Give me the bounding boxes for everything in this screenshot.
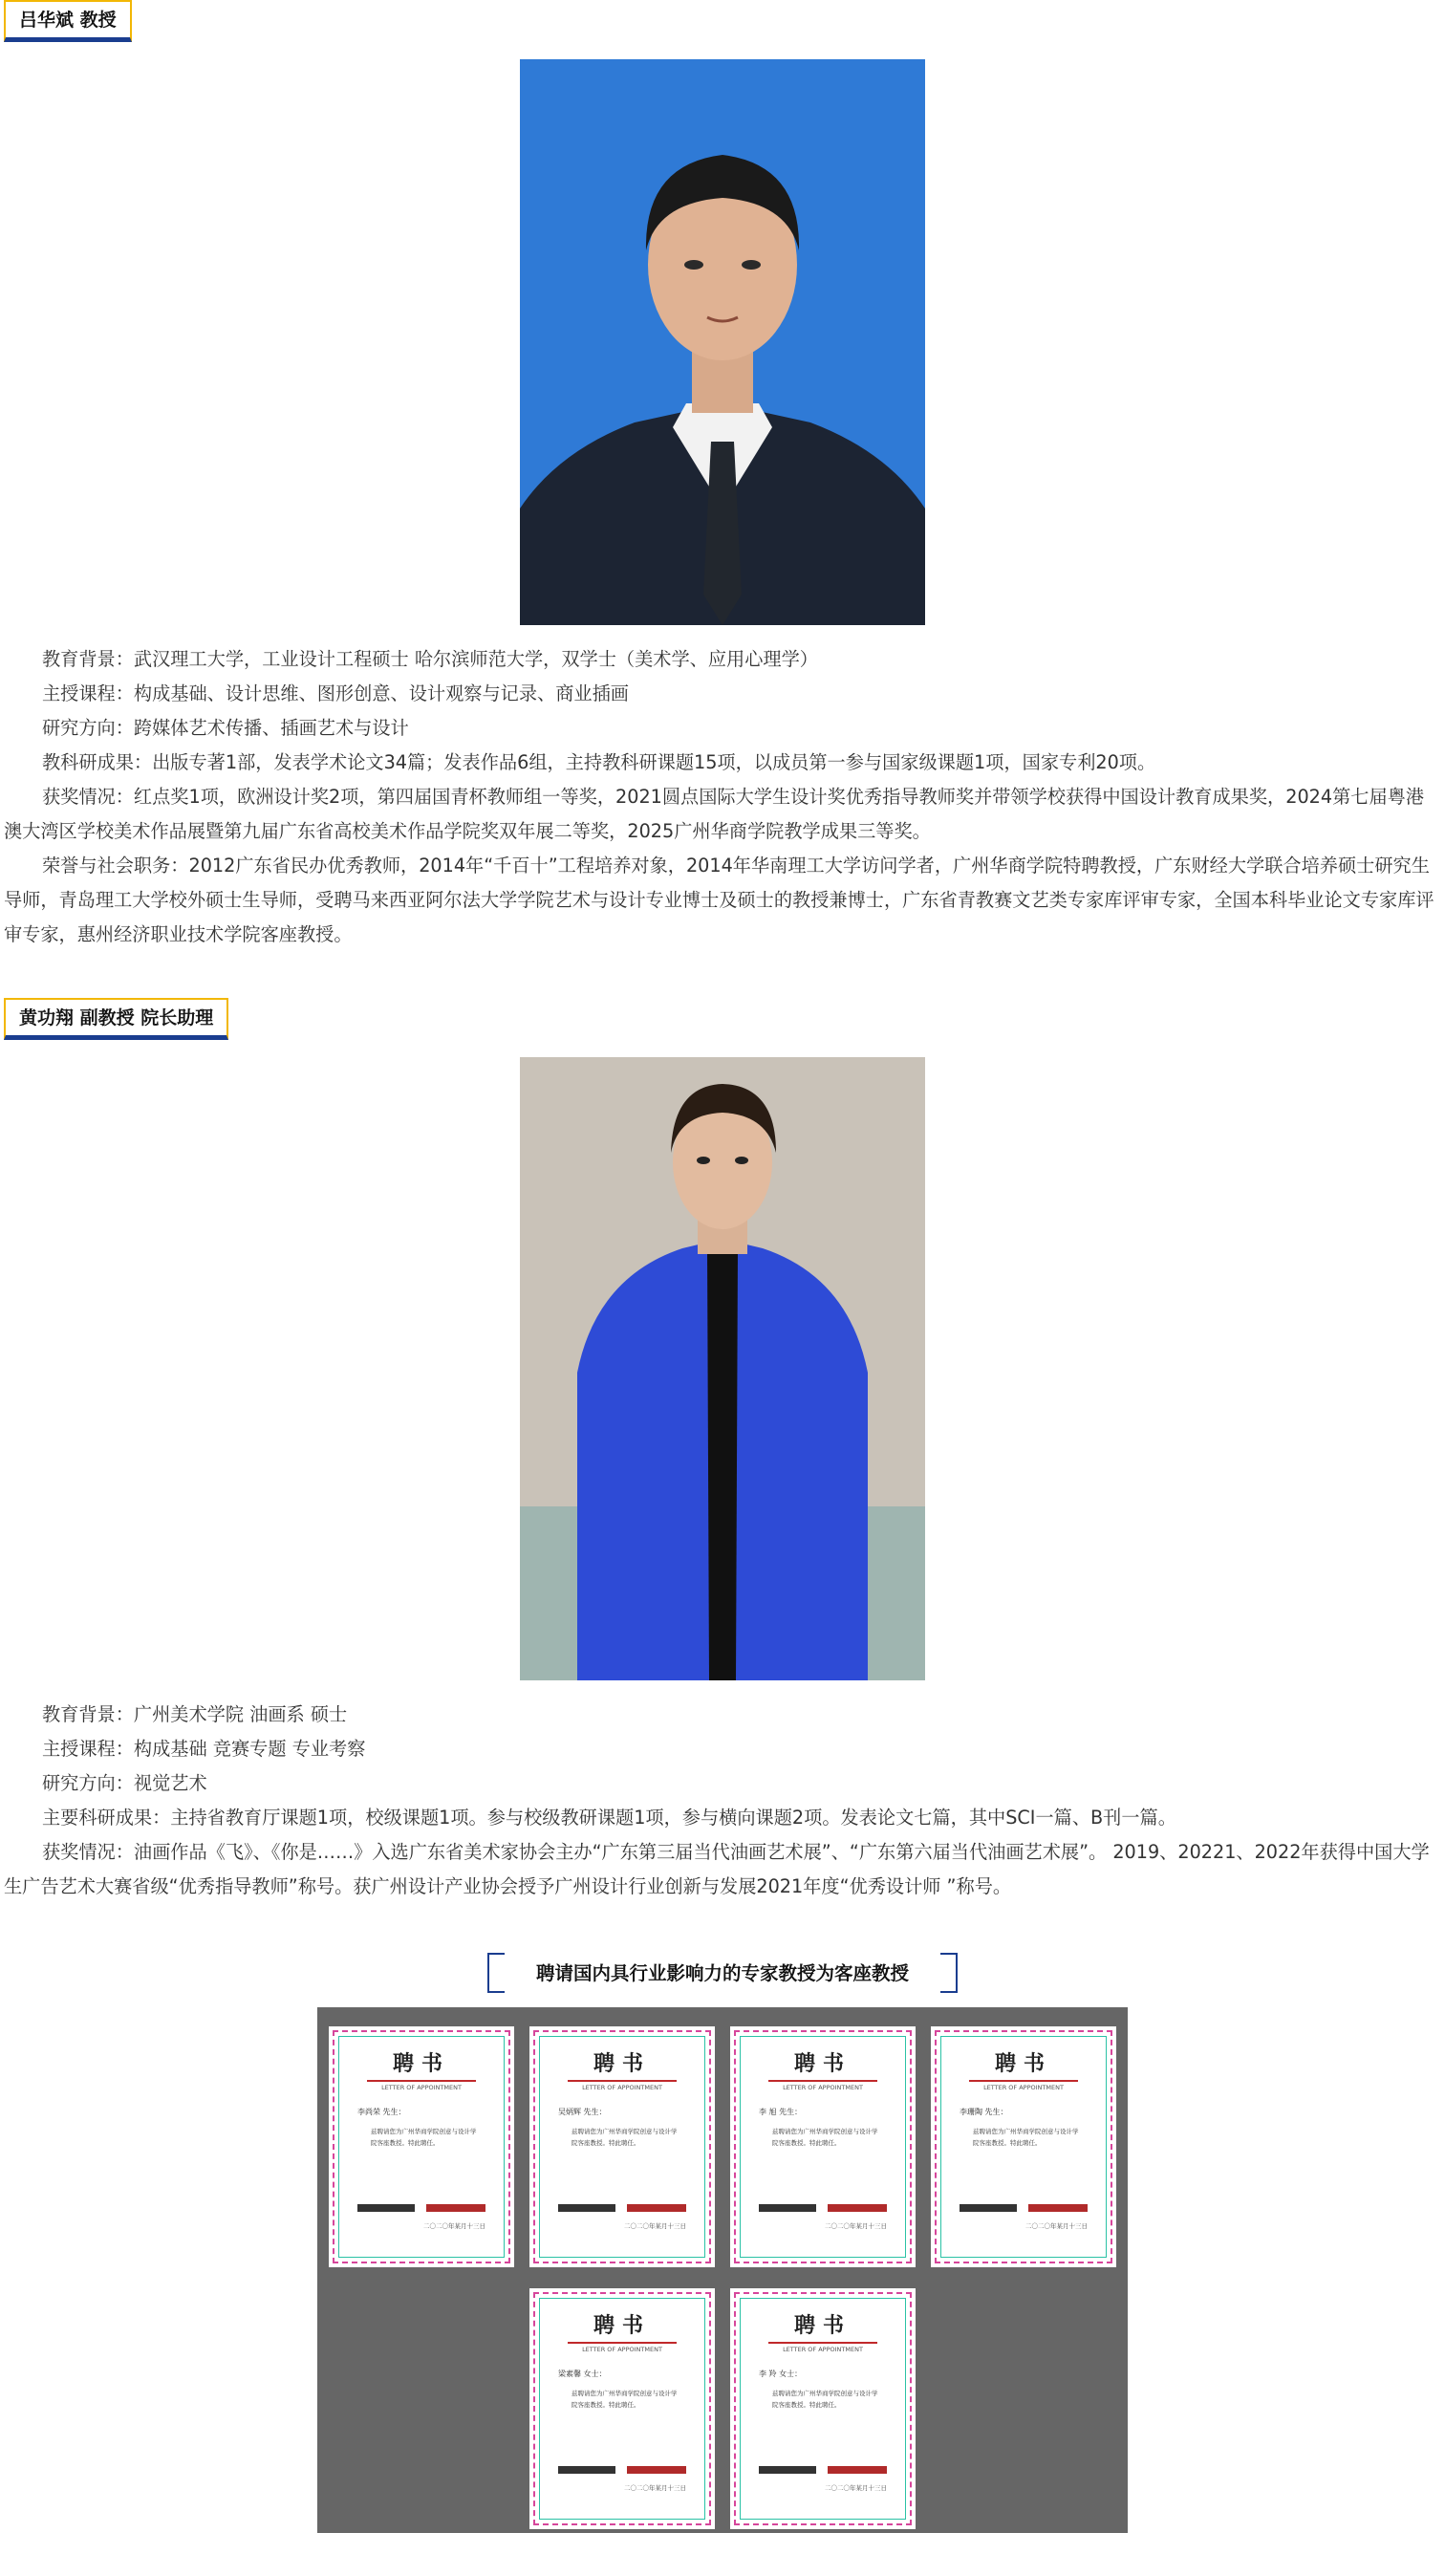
- certificates-panel: [317, 2007, 1128, 2533]
- cert-date: 二〇二〇年某月十三日: [825, 2222, 887, 2230]
- bio-2: [4, 1698, 1441, 1904]
- portrait-image-2: [520, 1057, 925, 1680]
- certificate-4: [931, 2026, 1116, 2267]
- certificate-6: [730, 2288, 916, 2529]
- bio-2-courses: 主授课程：构成基础 竞赛专题 专业考察: [42, 1738, 366, 1760]
- cert-recipient: 李珊陶 先生：: [960, 2108, 1008, 2116]
- cert-title: 聘书: [793, 2313, 852, 2338]
- cert-subtitle: LETTER OF APPOINTMENT: [381, 2084, 462, 2091]
- cert-subtitle: LETTER OF APPOINTMENT: [983, 2084, 1064, 2091]
- cert-body: 兹聘请您为广州华商学院创意与设计学院客座教授。特此聘任。: [572, 2390, 678, 2409]
- bio-1-courses: 主授课程：构成基础、设计思维、图形创意、设计观察与记录、商业插画: [42, 682, 629, 704]
- portrait-image-1: [520, 59, 925, 625]
- cert-recipient: 李 旭 先生：: [759, 2108, 803, 2116]
- certificate-1: [329, 2026, 514, 2267]
- cert-date: 二〇二〇年某月十三日: [423, 2222, 485, 2230]
- cert-body: 兹聘请您为广州华商学院创意与设计学院客座教授。特此聘任。: [572, 2128, 678, 2147]
- bio-1-honors: 荣誉与社会职务：2012广东省民办优秀教师，2014年“千百十”工程培养对象，2014年华南理工大学访问学者，广州华商学院特聘教授，广东财经大学联合培养硕士研究生导师，青岛理工大学校外硕士生导师，受聘马来西亚阿尔法大学学院艺术与设计专业博士及硕士的教授兼博士，广东省青教赛文艺类专家库评审专家，全国本科毕业论文专家库评审专家，惠州经济职业技术学院客座教授。: [4, 855, 1434, 945]
- cert-recipient: 李尚荣 先生：: [357, 2108, 406, 2116]
- portrait-photo-1: [520, 59, 925, 625]
- cert-title: 聘书: [994, 2051, 1052, 2076]
- bio-1-education: 教育背景：武汉理工大学，工业设计工程硕士 哈尔滨师范大学，双学士（美术学、应用心理学）: [42, 648, 818, 670]
- cert-title: 聘书: [392, 2051, 450, 2076]
- certificate-3: [730, 2026, 916, 2267]
- certificate-5: [529, 2288, 715, 2529]
- bio-1-achievements: 教科研成果：出版专著1部，发表学术论文34篇；发表作品6组，主持教科研课题15项，以成员第一参与国家级课题1项，国家专利20项。: [42, 751, 1156, 773]
- bio-1-awards: 获奖情况：红点奖1项，欧洲设计奖2项，第四届国青杯教师组一等奖，2021圆点国际大学生设计奖优秀指导教师奖并带领学校获得中国设计教育成果奖，2024第七届粤港澳大湾区学校美术作品展暨第九届广东省高校美术作品学院奖双年展二等奖，2025广州华商学院教学成果三等奖。: [4, 786, 1425, 842]
- section-tag-2: 黄功翔 副教授 院长助理: [4, 998, 228, 1040]
- appointment-title: 聘请国内具行业影响力的专家教授为客座教授: [535, 1962, 909, 1984]
- bio-1-research: 研究方向：跨媒体艺术传播、插画艺术与设计: [42, 717, 409, 739]
- certificate-2: [529, 2026, 715, 2267]
- cert-body: 兹聘请您为广州华商学院创意与设计学院客座教授。特此聘任。: [772, 2128, 878, 2147]
- cert-title: 聘书: [593, 2051, 651, 2076]
- cert-subtitle: LETTER OF APPOINTMENT: [783, 2346, 863, 2353]
- cert-title: 聘书: [793, 2051, 852, 2076]
- bio-2-awards: 获奖情况：油画作品《飞》、《你是……》入选广东省美术家协会主办“广东第三届当代油画艺术展”、“广东第六届当代油画艺术展”。 2019、20221、2022年获得中国大学生广告艺术大赛省级“优秀指导教师”称号。获广州设计产业协会授予广州设计行业创新与发展2021年度“优秀设计师 ”称号。: [4, 1841, 1430, 1897]
- cert-date: 二〇二〇年某月十三日: [624, 2484, 686, 2492]
- cert-subtitle: LETTER OF APPOINTMENT: [582, 2084, 662, 2091]
- bio-2-research: 研究方向：视觉艺术: [42, 1772, 207, 1794]
- cert-body: 兹聘请您为广州华商学院创意与设计学院客座教授。特此聘任。: [371, 2128, 477, 2147]
- bio-2-education: 教育背景：广州美术学院 油画系 硕士: [42, 1703, 348, 1725]
- cert-recipient: 吴炳辉 先生：: [558, 2108, 607, 2116]
- cert-recipient: 李 羚 女士：: [759, 2370, 803, 2378]
- bio-2-achievements: 主要科研成果：主持省教育厅课题1项，校级课题1项。参与校级教研课题1项，参与横向课题2项。发表论文七篇，其中SCI一篇、B刊一篇。: [42, 1807, 1176, 1829]
- section-tag-1: 吕华斌 教授: [4, 0, 132, 42]
- cert-title: 聘书: [593, 2313, 651, 2338]
- cert-body: 兹聘请您为广州华商学院创意与设计学院客座教授。特此聘任。: [772, 2390, 878, 2409]
- cert-date: 二〇二〇年某月十三日: [825, 2484, 887, 2492]
- cert-subtitle: LETTER OF APPOINTMENT: [783, 2084, 863, 2091]
- cert-recipient: 梁素馨 女士：: [558, 2370, 607, 2378]
- portrait-photo-2: [520, 1057, 925, 1680]
- bio-1: [4, 642, 1441, 952]
- cert-date: 二〇二〇年某月十三日: [1025, 2222, 1088, 2230]
- cert-date: 二〇二〇年某月十三日: [624, 2222, 686, 2230]
- cert-subtitle: LETTER OF APPOINTMENT: [582, 2346, 662, 2353]
- cert-body: 兹聘请您为广州华商学院创意与设计学院客座教授。特此聘任。: [973, 2128, 1079, 2147]
